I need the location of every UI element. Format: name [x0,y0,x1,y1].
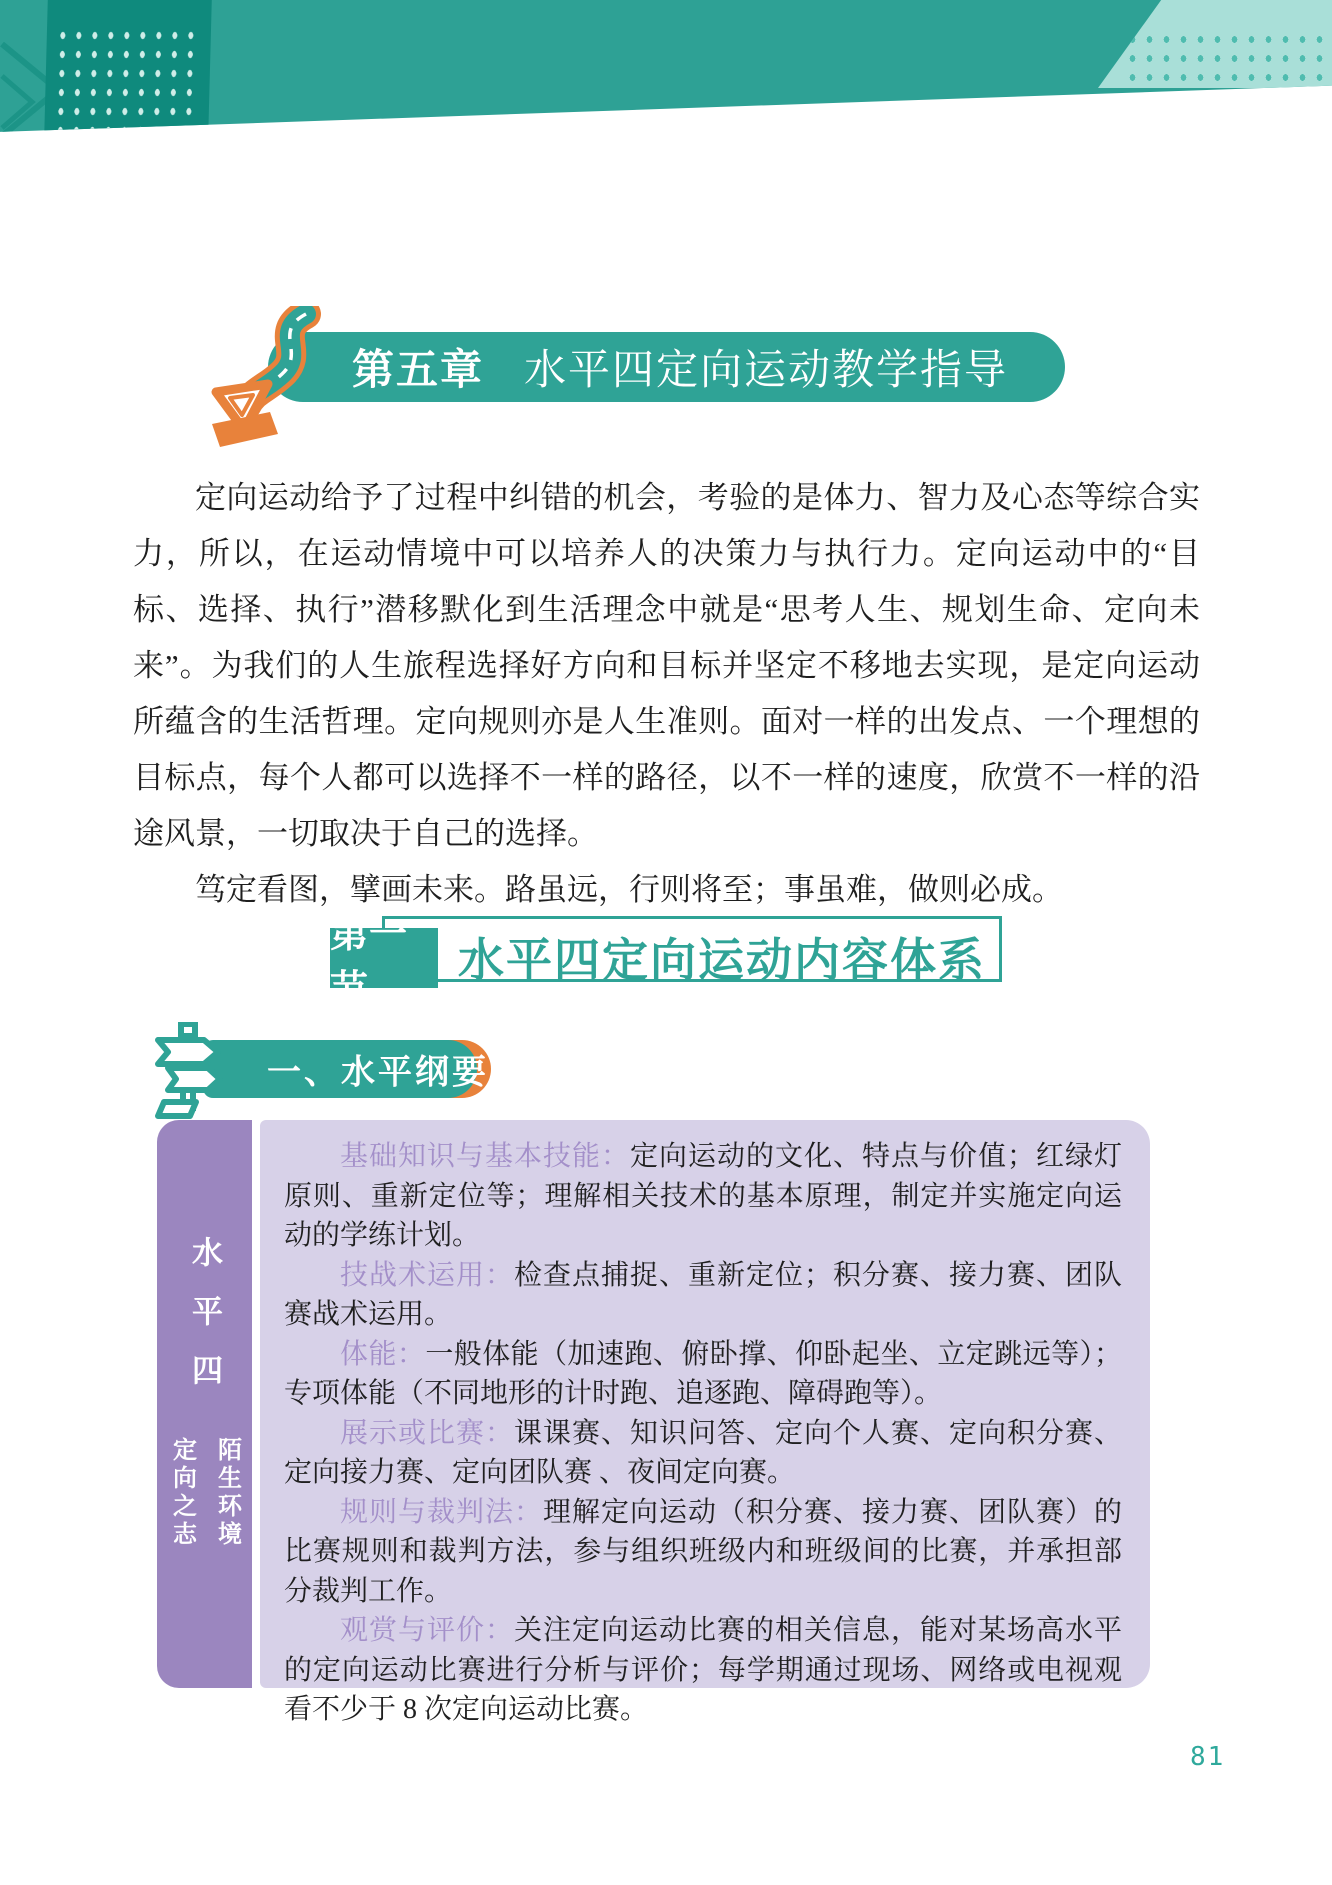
outline-item-desc: 课课赛、知识问答、定向个人赛、定向积分赛、定向接力赛、定向团队赛 、夜间定向赛。 [284,1417,1122,1488]
outline-item-desc: 一般体能（加速跑、俯卧撑、仰卧起坐、立定跳远等）；专项体能（不同地形的计时跑、追逐跑、障碍跑等）。 [284,1338,1122,1409]
outline-item-term: 展示或比赛： [340,1417,514,1449]
outline-item [284,1493,1122,1612]
sidebar-tag: 陌生环境 [213,1437,241,1549]
outline-content [260,1120,1150,1725]
intro-paragraph: 笃定看图，擘画未来。路虽远，行则将至；事虽难，做则必成。 [195,872,1063,907]
header-banner [0,0,1332,136]
dots-block-pale [1098,0,1332,88]
outline-item-desc: 定向运动的文化、特点与价值；红绿灯原则、重新定位等；理解相关技术的基本原理，制定并实施定向运动的学练计划。 [284,1141,1122,1251]
outline-item-term: 体能： [340,1338,426,1370]
chapter-banner [268,332,1065,402]
outline-item-desc: 关注定向运动比赛的相关信息，能对某场高水平的定向运动比赛进行分析与评价；每学期通过现场、网络或电视观看不少于 8 次定向运动比赛。 [284,1615,1122,1725]
outline-item [284,1414,1122,1493]
outline-item [284,1611,1122,1730]
sidebar-tag: 定向之志 [168,1437,196,1549]
sidebar-level-label: 水平四 [187,1236,222,1413]
intro-paragraph: 定向运动给予了过程中纠错的机会，考验的是体力、智力及心态等综合实力，所以，在运动情境中可以培养人的决策力与执行力。定向运动中的“目标、选择、执行”潜移默化到生活理念中就是“思考人生、规划生命、定向未来”。为我们的人生旅程选择好方向和目标并坚定不移地去实现，是定向运动所蕴含的生活哲理。定向规则亦是人生准则。面对一样的出发点、一个理想的目标点，每个人都可以选择不一样的路径，以不一样的速度，欣赏不一样的沿途风景，一切取决于自己的选择。 [133,480,1200,851]
section-title: 水平四定向运动内容体系 [458,934,986,986]
chapter-title: 水平四定向运动教学指导 [524,346,1009,393]
signpost-icon [152,1022,244,1120]
sidebar-tags [165,1437,245,1549]
page-number: 81 [1190,1742,1226,1772]
outline-sidebar [157,1120,252,1688]
outline-item-desc: 检查点捕捉、重新定位；积分赛、接力赛、团队赛战术运用。 [284,1259,1122,1330]
outline-item-desc: 理解定向运动（积分赛、接力赛、团队赛）的比赛规则和裁判方法，参与组织班级内和班级间的比赛，并承担部分裁判工作。 [284,1496,1122,1607]
section-header [330,914,1002,1011]
outline-item [284,1256,1122,1335]
intro-block [133,470,1200,918]
subsection-pill [203,1040,491,1098]
section-label: 第一节 [330,928,438,988]
outline-item-term: 规则与裁判法： [340,1496,543,1528]
outline-item-term: 观赏与评价： [340,1615,514,1646]
outline-item [284,1335,1122,1414]
outline-item-term: 基础知识与基本技能： [340,1141,630,1172]
chapter-label: 第五章 [352,346,485,393]
subsection-title: 一、水平纲要 [267,1053,489,1092]
outline-item-term: 技战术运用： [340,1259,514,1291]
road-icon [206,306,338,448]
outline-table [157,1120,1150,1725]
outline-item [284,1137,1122,1256]
dots-block-dark [44,0,212,136]
